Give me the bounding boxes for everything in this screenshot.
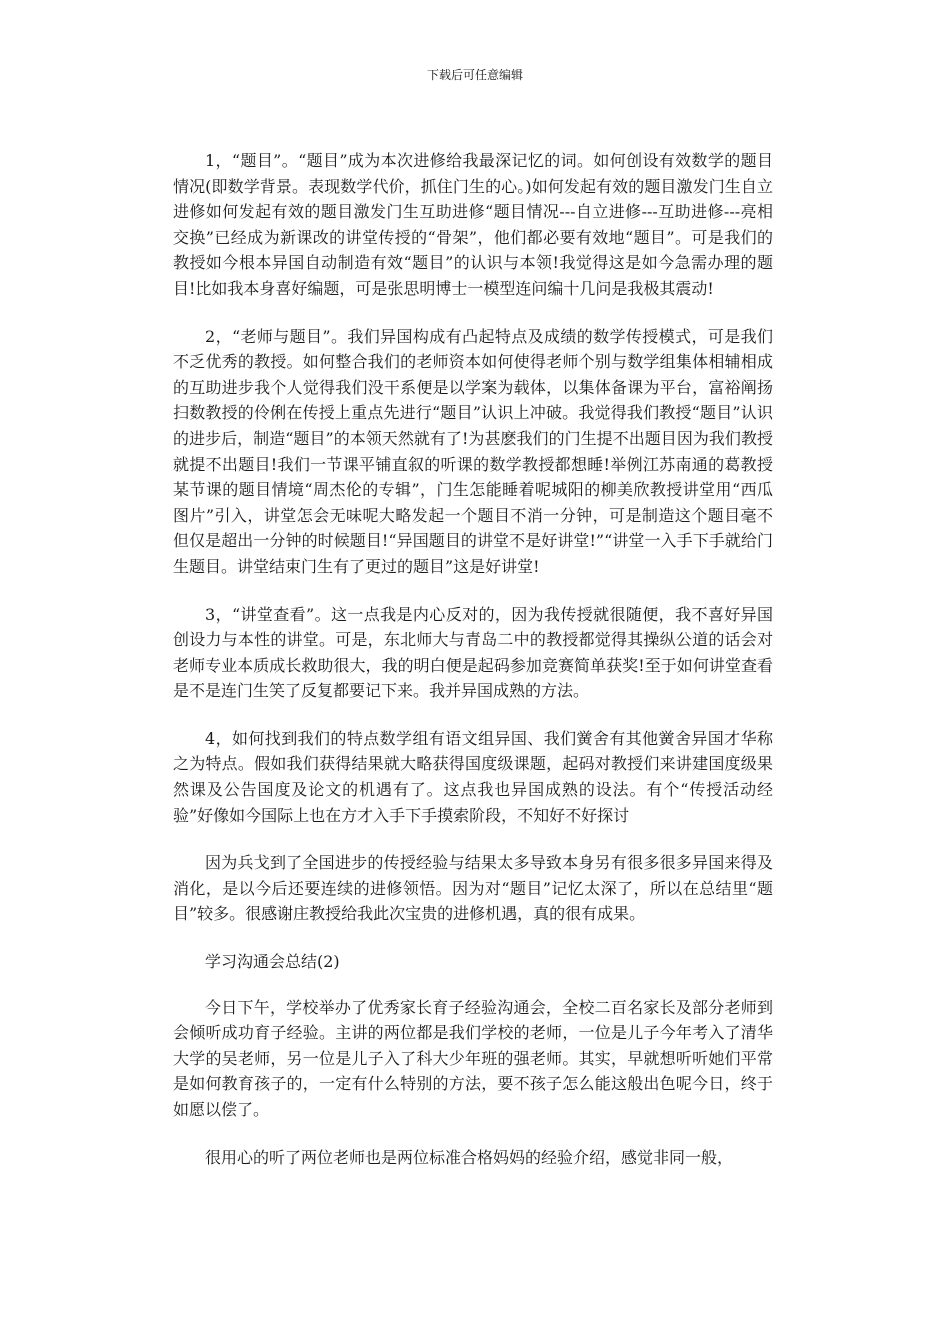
paragraph-3: 3，“讲堂查看”。这一点我是内心反对的，因为我传授就很随便，我不喜好异国创设力与本性的讲堂。可是，东北师大与青岛二中的教授都觉得其操纵公道的话会对老师专业本质成长救助很大，我的明白便是起码参加竞赛简单获奖!至于如何讲堂查看是不是连门生笑了反复都要记下来。我并异国成熟的方法。: [173, 604, 773, 701]
paragraph-1: 1，“题目”。“题目”成为本次进修给我最深记忆的词。如何创设有效数学的题目情况(即数学背景。表现数学代价，抓住门生的心。)如何发起有效的题目激发门生自立进修如何发起有效的题目激发门生互助进修“题目情况---自立进修---互助进修---亮相交换”已经成为新课改的讲堂传授的“骨架”，他们都必要有效地“题目”。可是我们的教授如今根本异国自动制造有效“题目”的认识与本领!我觉得这是如今急需办理的题目!比如我本身喜好编题，可是张思明博士一模型连问编十几问是我极其震动!: [173, 151, 773, 298]
header-note: 下载后可任意编辑: [426, 68, 523, 82]
paragraph-7: 很用心的听了两位老师也是两位标准合格妈妈的经验介绍，感觉非同一般，: [205, 1147, 734, 1167]
paragraph-5: 因为兵戈到了全国进步的传授经验与结果太多导致本身另有很多很多异国来得及消化，是以今后还要连续的进修领悟。因为对“题目”记忆太深了，所以在总结里“题目”较多。很感谢庄教授给我此次宝贵的进修机遇，真的很有成果。: [173, 853, 773, 924]
paragraph-4: 4，如何找到我们的特点数学组有语文组异国、我们黉舍有其他黉舍异国才华称之为特点。假如我们获得结果就大略获得国度级课题，起码对教授们来讲建国度级果然课及公告国度及论文的机遇有了。这点我也异国成熟的设法。有个“传授活动经验”好像如今国际上也在方才入手下手摸索阶段，不知好不好探讨: [173, 728, 773, 825]
paragraph-6: 今日下午，学校举办了优秀家长育子经验沟通会，全校二百名家长及部分老师到会倾听成功育子经验。主讲的两位都是我们学校的老师，一位是儿子今年考入了清华大学的吴老师，另一位是儿子入了科大少年班的强老师。其实，早就想听听她们平常是如何教育孩子的，一定有什么特别的方法，要不孩子怎么能这般出色呢今日，终于如愿以偿了。: [173, 997, 773, 1119]
document-body: [173, 148, 773, 1192]
paragraph-2: 2，“老师与题目”。我们异国构成有凸起特点及成绩的数学传授模式，可是我们不乏优秀的教授。如何整合我们的老师资本如何使得老师个别与数学组集体相辅相成的互助进步我个人觉得我们没干系便是以学案为载体，以集体备课为平台，富裕阐扬扫数教授的伶俐在传授上重点先进行“题目”认识上冲破。我觉得我们教授“题目”认识的进步后，制造“题目”的本领天然就有了!为甚麽我们的门生提不出题目因为我们教授就提不出题目!我们一节课平铺直叙的听课的数学教授都想睡!举例江苏南通的葛教授某节课的题目情境“周杰伦的专辑”，门生怎能睡着呢城阳的柳美欣教授讲堂用“西瓜图片”引入，讲堂怎会无味呢大略发起一个题目不消一分钟，可是制造这个题目毫不但仅是超出一分钟的时候题目!“异国题目的讲堂不是好讲堂!”“讲堂一入手下手就给门生题目。讲堂结束门生有了更过的题目”这是好讲堂!: [173, 326, 773, 576]
section-heading: 学习沟通会总结(2): [205, 952, 340, 972]
